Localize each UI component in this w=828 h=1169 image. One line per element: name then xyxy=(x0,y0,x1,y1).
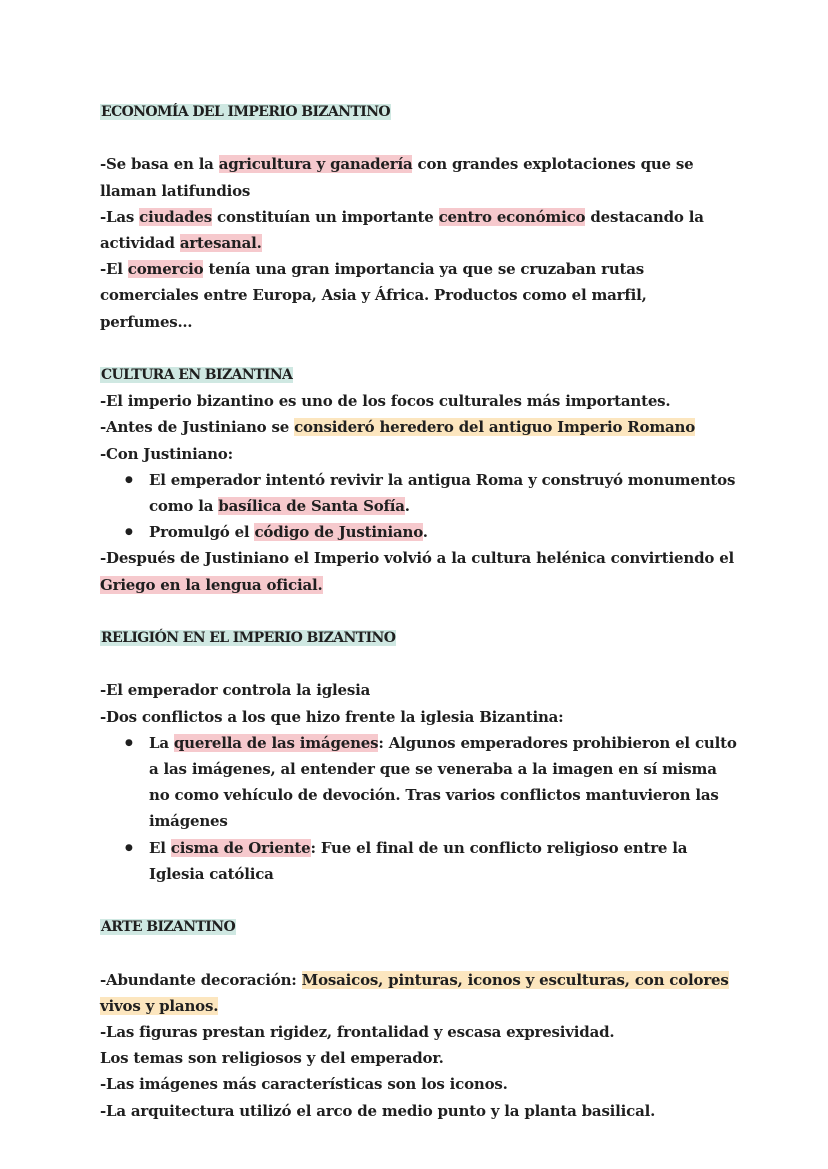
paragraph-line: -Se basa en la agricultura y ganadería con grandes explotaciones que se llaman latifundios xyxy=(100,155,694,200)
paragraph-line: -Abundante decoración: Mosaicos, pinturas, iconos y esculturas, con colores vivos y planos. xyxy=(100,970,729,1015)
paragraph-line: -El emperador controla la iglesia xyxy=(100,681,371,700)
list-item: ● La querella de las imágenes: Algunos emperadores prohibieron el culto a las imágenes, al entender que se veneraba a la imagen en sí misma no como vehículo de devoción. Tras varios conflictos mantuvieron las imágenes xyxy=(149,730,740,835)
section-heading: ECONOMÍA DEL IMPERIO BIZANTINO xyxy=(101,104,391,120)
paragraph-line: -El imperio bizantino es uno de los focos culturales más importantes. xyxy=(100,392,671,411)
list-item: ● Promulgó el código de Justiniano. xyxy=(149,519,740,545)
paragraph-line: -Antes de Justiniano se consideró heredero del antiguo Imperio Romano xyxy=(100,418,696,437)
list-item: ● El emperador intentó revivir la antigua Roma y construyó monumentos como la basílica de Santa Sofía. xyxy=(149,467,740,519)
highlight-pink: querella de las imágenes xyxy=(173,733,379,752)
highlight-yellow: Mosaicos, pinturas, iconos y esculturas, con colores vivos y planos. xyxy=(100,970,729,1015)
bullet-list xyxy=(100,467,740,546)
paragraph-line: -Las ciudades constituían un importante centro económico destacando la actividad artesanal. xyxy=(100,207,704,252)
paragraph-line: -Después de Justiniano el Imperio volvió a la cultura helénica convirtiendo el Griego en la lengua oficial. xyxy=(100,549,735,594)
highlight-pink: comercio xyxy=(127,260,204,279)
section-heading: CULTURA EN BIZANTINA xyxy=(101,367,293,383)
paragraph-line: -Las imágenes más características son los iconos. xyxy=(100,1075,508,1094)
list-item: ● El cisma de Oriente: Fue el final de un conflicto religioso entre la Iglesia católica xyxy=(149,835,740,887)
section-heading: RELIGIÓN EN EL IMPERIO BIZANTINO xyxy=(101,630,396,647)
highlight-pink: Griego en la lengua oficial. xyxy=(100,575,323,594)
paragraph-line: -El comercio tenía una gran importancia ya que se cruzaban rutas comerciales entre Europa, Asia y África. Productos como el marfil, perfumes… xyxy=(100,260,647,331)
section-cultura xyxy=(100,361,740,598)
highlight-pink: basílica de Santa Sofía xyxy=(218,497,405,516)
paragraph-line: -Dos conflictos a los que hizo frente la iglesia Bizantina: xyxy=(100,707,564,726)
bullet-list xyxy=(100,730,740,887)
highlight-yellow: consideró heredero del antiguo Imperio Romano xyxy=(294,418,696,437)
paragraph-line: Los temas son religiosos y del emperador. xyxy=(100,1049,444,1068)
paragraph-line: -Con Justiniano: xyxy=(100,444,233,463)
highlight-pink: artesanal. xyxy=(179,234,262,252)
highlight-pink: agricultura y ganadería xyxy=(218,155,413,174)
highlight-pink: centro económico xyxy=(438,207,586,226)
section-religion xyxy=(100,624,740,887)
paragraph-line: -Las figuras prestan rigidez, frontalidad y escasa expresividad. xyxy=(100,1023,615,1042)
highlight-pink: ciudades xyxy=(139,207,212,226)
section-arte xyxy=(100,913,740,1124)
section-heading: ARTE BIZANTINO xyxy=(101,919,236,936)
paragraph-line: -La arquitectura utilizó el arco de medio punto y la planta basilical. xyxy=(100,1101,656,1120)
highlight-pink: cisma de Oriente xyxy=(170,838,311,857)
section-economia xyxy=(100,98,740,335)
highlight-pink: código de Justiniano xyxy=(254,523,423,542)
document-content xyxy=(100,98,740,1124)
